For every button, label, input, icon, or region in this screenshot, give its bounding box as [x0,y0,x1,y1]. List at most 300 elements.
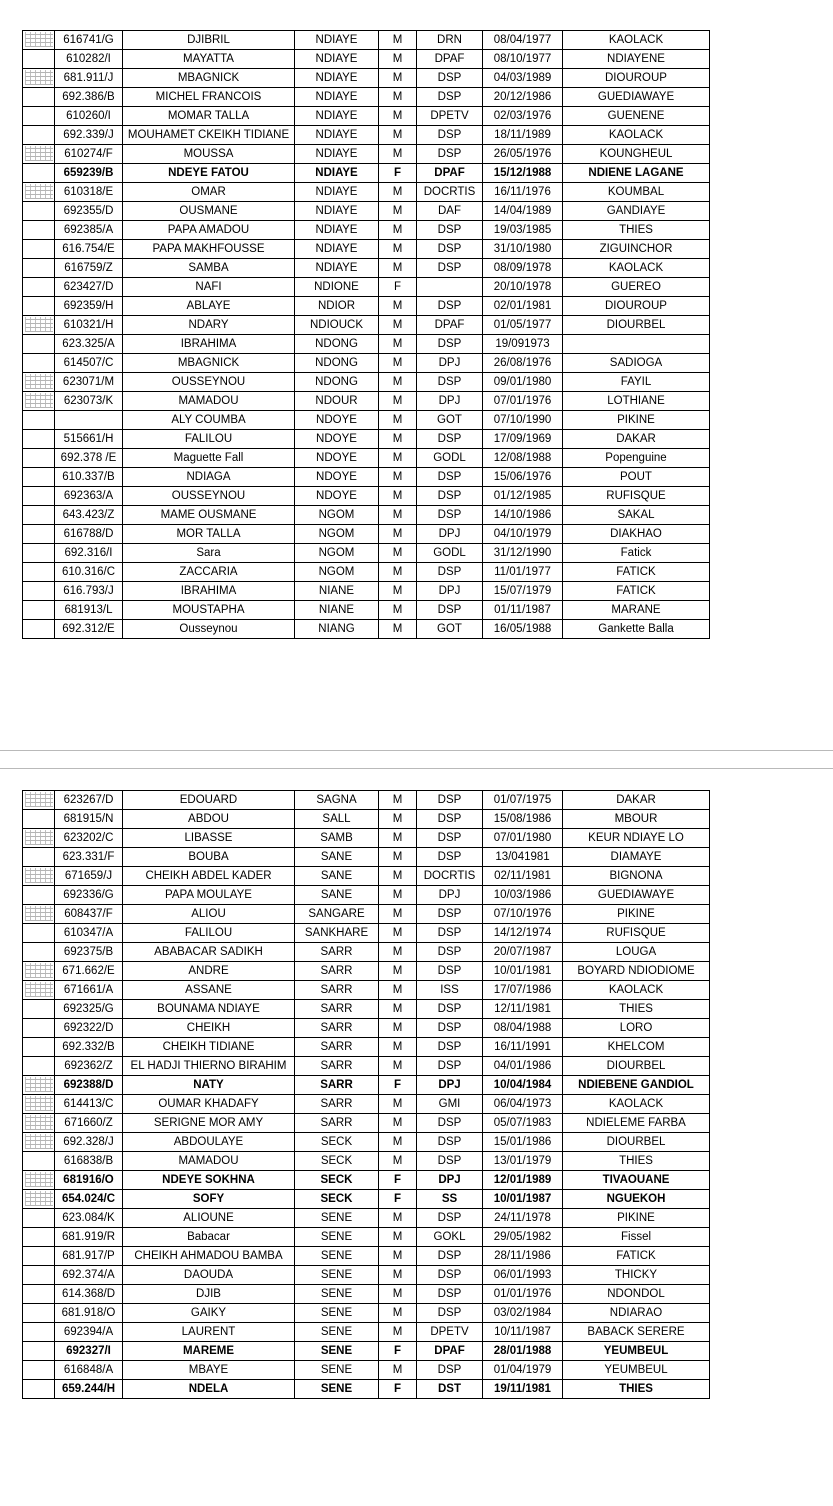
place-cell: PIKINE [563,1209,710,1228]
stamp-cell [23,791,55,810]
sex-cell: F [379,1076,417,1095]
stamp-cell [23,411,55,430]
firstname-cell: MBAYE [123,1361,295,1380]
reference-cell: 671660/Z [55,1114,123,1133]
table-row [23,278,710,297]
stamp-cell [23,582,55,601]
firstname-cell: SOFY [123,1190,295,1209]
firstname-cell: LAURENT [123,1323,295,1342]
table-row [23,373,710,392]
firstname-cell: MAYATTA [123,50,295,69]
lastname-cell: NGOM [295,544,379,563]
sex-cell: M [379,810,417,829]
date-cell: 02/11/1981 [483,867,563,886]
sex-cell: M [379,430,417,449]
place-cell: SAKAL [563,506,710,525]
reference-cell: 515661/H [55,430,123,449]
date-cell: 10/04/1984 [483,1076,563,1095]
reference-cell: 616.793/J [55,582,123,601]
sex-cell: F [379,1171,417,1190]
sex-cell: M [379,506,417,525]
place-cell: Fissel [563,1228,710,1247]
date-cell: 16/11/1976 [483,183,563,202]
place-cell: GUEDIAWAYE [563,886,710,905]
firstname-cell: Sara [123,544,295,563]
reference-cell: 614.368/D [55,1285,123,1304]
firstname-cell: MBAGNICK [123,354,295,373]
lastname-cell: NIANG [295,620,379,639]
place-cell: Fatick [563,544,710,563]
reference-cell: 692336/G [55,886,123,905]
lastname-cell: SANGARE [295,905,379,924]
sex-cell: M [379,1133,417,1152]
sex-cell: M [379,962,417,981]
table-row [23,354,710,373]
sex-cell: M [379,829,417,848]
table-row [23,1266,710,1285]
sex-cell: M [379,449,417,468]
service-cell: DSP [417,240,483,259]
place-cell: KAOLACK [563,981,710,1000]
place-cell: BABACK SERERE [563,1323,710,1342]
sex-cell: M [379,202,417,221]
sex-cell: M [379,544,417,563]
reference-cell: 623.084/K [55,1209,123,1228]
firstname-cell: SAMBA [123,259,295,278]
reference-cell: 671661/A [55,981,123,1000]
reference-cell: 681.919/R [55,1228,123,1247]
stamp-cell [23,31,55,50]
reference-cell: 692362/Z [55,1057,123,1076]
firstname-cell: ALY COUMBA [123,411,295,430]
reference-cell: 616.754/E [55,240,123,259]
reference-cell: 659239/B [55,164,123,183]
firstname-cell: OUSSEYNOU [123,373,295,392]
firstname-cell: MOMAR TALLA [123,107,295,126]
firstname-cell: MAMADOU [123,392,295,411]
lastname-cell: NDONG [295,354,379,373]
date-cell: 07/01/1980 [483,829,563,848]
table-row [23,240,710,259]
date-cell: 20/12/1986 [483,88,563,107]
stamp-icon [25,1191,53,1206]
lastname-cell: SANKHARE [295,924,379,943]
date-cell: 01/11/1987 [483,601,563,620]
table-row [23,905,710,924]
reference-cell: 616741/G [55,31,123,50]
place-cell: Popenguine [563,449,710,468]
firstname-cell: NDIAGA [123,468,295,487]
lastname-cell: SARR [295,1114,379,1133]
sex-cell: M [379,50,417,69]
service-cell: DSP [417,1266,483,1285]
place-cell: DIOURBEL [563,1057,710,1076]
register-table-block-2 [0,790,833,1399]
table-row [23,1342,710,1361]
table-row [23,829,710,848]
lastname-cell: NDIAYE [295,107,379,126]
place-cell: NDONDOL [563,1285,710,1304]
stamp-icon [25,393,53,408]
lastname-cell: SARR [295,1019,379,1038]
lastname-cell: NDIAYE [295,202,379,221]
service-cell: DSP [417,905,483,924]
stamp-cell [23,924,55,943]
date-cell: 18/11/1989 [483,126,563,145]
reference-cell: 643.423/Z [55,506,123,525]
table-row [23,886,710,905]
sex-cell: M [379,791,417,810]
service-cell: DSP [417,506,483,525]
sex-cell: M [379,316,417,335]
table-row [23,563,710,582]
firstname-cell: PAPA AMADOU [123,221,295,240]
sex-cell: M [379,1285,417,1304]
sex-cell: M [379,259,417,278]
lastname-cell: SENE [295,1247,379,1266]
service-cell: DAF [417,202,483,221]
date-cell: 07/10/1976 [483,905,563,924]
table-row [23,1228,710,1247]
date-cell: 12/08/1988 [483,449,563,468]
stamp-cell [23,525,55,544]
service-cell: DSP [417,601,483,620]
reference-cell: 610274/F [55,145,123,164]
place-cell: KOUNGHEUL [563,145,710,164]
stamp-cell [23,829,55,848]
place-cell: DIOUROUP [563,297,710,316]
sex-cell: M [379,905,417,924]
date-cell: 01/04/1979 [483,1361,563,1380]
sex-cell: M [379,487,417,506]
lastname-cell: SECK [295,1190,379,1209]
service-cell: DSP [417,1304,483,1323]
table-row [23,50,710,69]
stamp-icon [25,830,53,845]
firstname-cell: DJIBRIL [123,31,295,50]
lastname-cell: SECK [295,1133,379,1152]
stamp-cell [23,981,55,1000]
service-cell: SS [417,1190,483,1209]
place-cell: DAKAR [563,430,710,449]
firstname-cell: CHEIKH TIDIANE [123,1038,295,1057]
date-cell: 05/07/1983 [483,1114,563,1133]
table-row [23,430,710,449]
stamp-cell [23,848,55,867]
table-row [23,31,710,50]
place-cell: PIKINE [563,411,710,430]
reference-cell: 610.337/B [55,468,123,487]
place-cell: LORO [563,1019,710,1038]
stamp-cell [23,1304,55,1323]
date-cell: 29/05/1982 [483,1228,563,1247]
stamp-cell [23,1247,55,1266]
firstname-cell: BOUBA [123,848,295,867]
table-row [23,810,710,829]
place-cell: KOUMBAL [563,183,710,202]
lastname-cell: NDIAYE [295,240,379,259]
lastname-cell: SECK [295,1171,379,1190]
sex-cell: M [379,145,417,164]
place-cell: DAKAR [563,791,710,810]
place-cell: NDIELEME FARBA [563,1114,710,1133]
table-row [23,202,710,221]
service-cell: DSP [417,810,483,829]
table-row [23,487,710,506]
date-cell: 10/01/1987 [483,1190,563,1209]
sex-cell: M [379,297,417,316]
date-cell: 15/01/1986 [483,1133,563,1152]
lastname-cell: NDIAYE [295,183,379,202]
lastname-cell: NDIAYE [295,259,379,278]
firstname-cell: PAPA MOULAYE [123,886,295,905]
service-cell: DSP [417,145,483,164]
lastname-cell: NDIONE [295,278,379,297]
reference-cell: 692363/A [55,487,123,506]
stamp-cell [23,259,55,278]
stamp-icon [25,963,53,978]
sex-cell: M [379,1228,417,1247]
service-cell: DPAF [417,1342,483,1361]
reference-cell: 616788/D [55,525,123,544]
lastname-cell: SENE [295,1323,379,1342]
service-cell: DOCRTIS [417,183,483,202]
date-cell: 15/07/1979 [483,582,563,601]
date-cell: 26/08/1976 [483,354,563,373]
stamp-cell [23,905,55,924]
service-cell: DSP [417,563,483,582]
stamp-cell [23,1152,55,1171]
stamp-cell [23,1361,55,1380]
register-table [22,30,710,639]
date-cell: 14/04/1989 [483,202,563,221]
lastname-cell: SENE [295,1209,379,1228]
reference-cell: 610321/H [55,316,123,335]
service-cell: GOKL [417,1228,483,1247]
firstname-cell: ABLAYE [123,297,295,316]
firstname-cell: Maguette Fall [123,449,295,468]
service-cell: DSP [417,373,483,392]
place-cell: NDIAYENE [563,50,710,69]
stamp-cell [23,316,55,335]
sex-cell: M [379,867,417,886]
place-cell: KAOLACK [563,31,710,50]
firstname-cell: MOR TALLA [123,525,295,544]
stamp-cell [23,1114,55,1133]
stamp-cell [23,1190,55,1209]
table-row [23,582,710,601]
date-cell: 31/10/1980 [483,240,563,259]
firstname-cell: EDOUARD [123,791,295,810]
page-separator-bottom [0,768,833,769]
date-cell: 09/01/1980 [483,373,563,392]
table-body-1 [23,31,710,639]
firstname-cell: NDELA [123,1380,295,1399]
table-row [23,943,710,962]
stamp-cell [23,240,55,259]
table-row [23,145,710,164]
service-cell: DSP [417,88,483,107]
stamp-icon [25,1115,53,1130]
service-cell: DSP [417,962,483,981]
lastname-cell: SANE [295,848,379,867]
sex-cell: M [379,943,417,962]
stamp-cell [23,449,55,468]
date-cell: 28/01/1988 [483,1342,563,1361]
table-row [23,259,710,278]
table-row [23,1133,710,1152]
date-cell: 04/03/1989 [483,69,563,88]
place-cell: FAYIL [563,373,710,392]
table-row [23,1076,710,1095]
firstname-cell: MBAGNICK [123,69,295,88]
reference-cell: 616848/A [55,1361,123,1380]
sex-cell: M [379,88,417,107]
service-cell: DPAF [417,316,483,335]
date-cell: 10/03/1986 [483,886,563,905]
reference-cell: 623.331/F [55,848,123,867]
stamp-cell [23,1019,55,1038]
firstname-cell: OUMAR KHADAFY [123,1095,295,1114]
service-cell: DSP [417,335,483,354]
firstname-cell: IBRAHIMA [123,582,295,601]
service-cell: DPETV [417,1323,483,1342]
lastname-cell: NGOM [295,563,379,582]
sex-cell: M [379,886,417,905]
sex-cell: M [379,373,417,392]
table-row [23,1190,710,1209]
table-row [23,1114,710,1133]
sex-cell: M [379,1057,417,1076]
service-cell: DSP [417,297,483,316]
service-cell: DSP [417,924,483,943]
table-row [23,1152,710,1171]
page-separator-top [0,750,833,751]
stamp-cell [23,810,55,829]
lastname-cell: NDIAYE [295,221,379,240]
sex-cell: M [379,69,417,88]
lastname-cell: NDONG [295,335,379,354]
place-cell: DIAMAYE [563,848,710,867]
date-cell: 17/09/1969 [483,430,563,449]
stamp-cell [23,1228,55,1247]
stamp-cell [23,221,55,240]
service-cell: GODL [417,449,483,468]
place-cell: TIVAOUANE [563,1171,710,1190]
stamp-icon [25,184,53,199]
lastname-cell: NDIAYE [295,31,379,50]
place-cell: DIAKHAO [563,525,710,544]
reference-cell: 692.312/E [55,620,123,639]
sex-cell: F [379,1190,417,1209]
reference-cell: 692.332/B [55,1038,123,1057]
table-row [23,791,710,810]
table-row [23,468,710,487]
table-row [23,601,710,620]
date-cell: 08/10/1977 [483,50,563,69]
table-row [23,1304,710,1323]
firstname-cell: CHEIKH AHMADOU BAMBA [123,1247,295,1266]
stamp-cell [23,88,55,107]
table-row [23,88,710,107]
date-cell: 08/09/1978 [483,259,563,278]
firstname-cell: EL HADJI THIERNO BIRAHIM [123,1057,295,1076]
reference-cell: 659.244/H [55,1380,123,1399]
lastname-cell: SANE [295,886,379,905]
table-row [23,221,710,240]
reference-cell: 623427/D [55,278,123,297]
service-cell: DSP [417,1152,483,1171]
firstname-cell: SERIGNE MOR AMY [123,1114,295,1133]
stamp-cell [23,867,55,886]
sex-cell: M [379,1038,417,1057]
service-cell: DPAF [417,164,483,183]
place-cell: NDIARAO [563,1304,710,1323]
lastname-cell: SARR [295,1000,379,1019]
reference-cell: 623267/D [55,791,123,810]
lastname-cell: NDOUR [295,392,379,411]
table-row [23,1285,710,1304]
date-cell: 20/10/1978 [483,278,563,297]
stamp-icon [25,317,53,332]
lastname-cell: SENE [295,1228,379,1247]
firstname-cell: PAPA MAKHFOUSSE [123,240,295,259]
reference-cell: 681.911/J [55,69,123,88]
stamp-cell [23,1380,55,1399]
reference-cell: 692359/H [55,297,123,316]
firstname-cell: MAREME [123,1342,295,1361]
firstname-cell: MICHEL FRANCOIS [123,88,295,107]
firstname-cell: OUSMANE [123,202,295,221]
lastname-cell: NDIAYE [295,145,379,164]
date-cell: 15/06/1976 [483,468,563,487]
service-cell: DSP [417,468,483,487]
stamp-cell [23,1095,55,1114]
sex-cell: M [379,1304,417,1323]
sex-cell: M [379,354,417,373]
sex-cell: M [379,126,417,145]
sex-cell: M [379,848,417,867]
service-cell: DST [417,1380,483,1399]
sex-cell: M [379,1266,417,1285]
lastname-cell: NIANE [295,582,379,601]
place-cell: LOUGA [563,943,710,962]
place-cell: THIES [563,1380,710,1399]
service-cell: DSP [417,1133,483,1152]
place-cell: YEUMBEUL [563,1342,710,1361]
stamp-icon [25,374,53,389]
table-row [23,981,710,1000]
register-table [22,790,710,1399]
sex-cell: M [379,1095,417,1114]
sex-cell: M [379,601,417,620]
place-cell: THIES [563,221,710,240]
stamp-cell [23,202,55,221]
lastname-cell: SENE [295,1266,379,1285]
service-cell: DSP [417,848,483,867]
reference-cell: 610.316/C [55,563,123,582]
service-cell [417,278,483,297]
lastname-cell: NDONG [295,373,379,392]
table-row [23,1323,710,1342]
date-cell: 06/01/1993 [483,1266,563,1285]
sex-cell: M [379,1000,417,1019]
table-row [23,620,710,639]
date-cell: 04/10/1979 [483,525,563,544]
sex-cell: F [379,1380,417,1399]
stamp-cell [23,278,55,297]
lastname-cell: NDOYE [295,430,379,449]
